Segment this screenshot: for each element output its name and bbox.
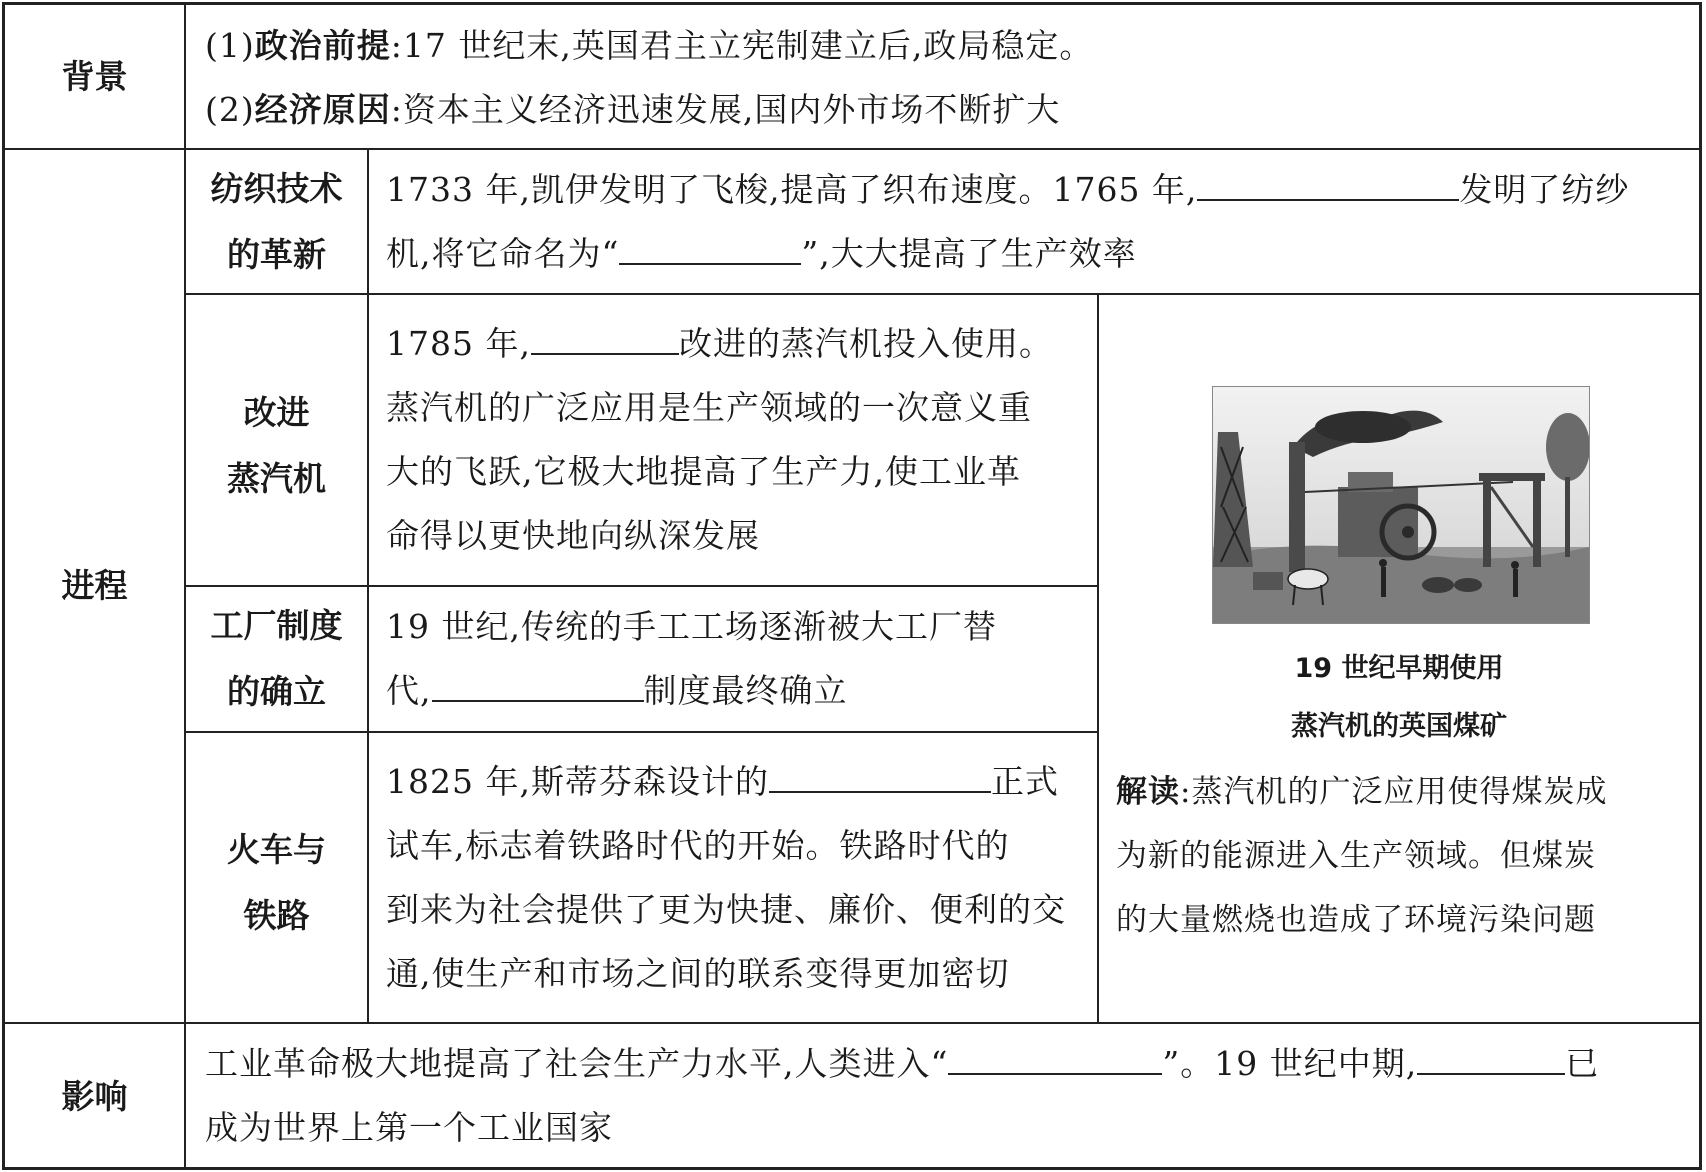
row-divider-textile <box>184 293 1702 295</box>
textile-line-2-text: 机,将它命名为“ <box>386 234 620 273</box>
steam-sublabel <box>186 380 367 512</box>
railway-line-1 <box>386 750 1091 814</box>
textile-sublabel-line2: 的革新 <box>227 235 326 274</box>
railway-line-2: 试车,标志着铁路时代的开始。铁路时代的 <box>386 826 1010 865</box>
factory-sublabel <box>186 593 367 725</box>
interpretation-title: 解读 <box>1116 774 1180 810</box>
figure-caption-line1: 19 世纪早期使用 <box>1294 653 1504 684</box>
textile-sublabel <box>186 156 367 288</box>
coal-mine-engraving <box>1213 387 1589 623</box>
background-item-1-title: 政治前提 <box>254 26 391 65</box>
fill-blank-first-industrial-nation[interactable] <box>1417 1043 1565 1075</box>
impact-line-1-text: 工业革命极大地提高了社会生产力水平,人类进入“ <box>205 1044 949 1083</box>
background-row-label: 背景 <box>61 57 128 96</box>
background-item-2-text: 资本主义经济迅速发展,国内外市场不断扩大 <box>402 90 1061 129</box>
figure-caption-line2: 蒸汽机的英国煤矿 <box>1291 711 1507 742</box>
interpretation-line-1 <box>1116 760 1696 824</box>
factory-line-2-end: 制度最终确立 <box>643 671 848 710</box>
impact-line-1-mid: ”。19 世纪中期, <box>1162 1044 1418 1083</box>
process-row-label: 进程 <box>61 566 128 605</box>
background-item-1 <box>205 14 1685 78</box>
factory-line-2-text: 代, <box>386 671 432 710</box>
impact-content <box>205 1032 1685 1160</box>
railway-line-1-end: 正式 <box>990 762 1059 801</box>
fill-blank-factory-system[interactable] <box>432 670 644 702</box>
coal-mine-steam-engine-illustration <box>1212 386 1590 624</box>
textile-line-2 <box>386 222 1696 286</box>
interpretation-line-2: 为新的能源进入生产领域。但煤炭 <box>1116 838 1596 874</box>
textile-line-2-end: ”,大大提高了生产效率 <box>801 234 1137 273</box>
textile-content <box>386 158 1696 286</box>
impact-line-2: 成为世界上第一个工业国家 <box>205 1108 613 1147</box>
figure-interpretation <box>1116 760 1696 952</box>
interpretation-line-3: 的大量燃烧也造成了环境污染问题 <box>1116 902 1596 938</box>
table-border-bottom <box>2 1167 1702 1170</box>
impact-line-1 <box>205 1032 1685 1096</box>
textile-line-1-end: 发明了纺纱 <box>1459 170 1630 209</box>
fill-blank-steam-improver[interactable] <box>531 323 679 355</box>
textile-sublabel-line1: 纺织技术 <box>210 169 343 208</box>
steam-line-4: 命得以更快地向纵深发展 <box>386 516 760 555</box>
railway-line-1-text: 1825 年,斯蒂芬森设计的 <box>386 762 769 801</box>
steam-line-1-text: 1785 年, <box>386 324 531 363</box>
interpretation-line-1-text: 蒸汽机的广泛应用使得煤炭成 <box>1191 774 1608 810</box>
steam-line-2: 蒸汽机的广泛应用是生产领域的一次意义重 <box>386 388 1032 427</box>
background-item-1-text: 17 世纪末,英国君主立宪制建立后,政局稳定。 <box>402 26 1094 65</box>
railway-line-3: 到来为社会提供了更为快捷、廉价、便利的交 <box>386 890 1066 929</box>
figure-caption <box>1099 640 1699 756</box>
railway-content <box>386 750 1091 1006</box>
railway-line-4: 通,使生产和市场之间的联系变得更加密切 <box>386 954 1010 993</box>
factory-content <box>386 595 1091 723</box>
factory-line-2 <box>386 659 1091 723</box>
steam-sublabel-line1: 改进 <box>243 393 310 432</box>
background-item-1-sep: : <box>390 26 403 65</box>
row-divider-factory <box>184 731 1098 733</box>
steam-sublabel-line2: 蒸汽机 <box>227 459 326 498</box>
factory-line-1: 19 世纪,传统的手工工场逐渐被大工厂替 <box>386 607 997 646</box>
fill-blank-locomotive-name[interactable] <box>769 761 991 793</box>
impact-row-label: 影响 <box>61 1077 128 1116</box>
fill-blank-new-era[interactable] <box>948 1043 1162 1075</box>
steam-line-1-end: 改进的蒸汽机投入使用。 <box>678 324 1053 363</box>
background-item-1-prefix: (1) <box>205 26 255 65</box>
railway-sublabel-line1: 火车与 <box>227 830 326 869</box>
row-divider-background <box>2 148 1702 150</box>
table-border-top <box>2 2 1702 5</box>
interpretation-sep: : <box>1180 774 1192 810</box>
steam-line-3: 大的飞跃,它极大地提高了生产力,使工业革 <box>386 452 1021 491</box>
row-divider-impact <box>2 1022 1702 1024</box>
background-item-2 <box>205 78 1685 142</box>
textile-line-1-text: 1733 年,凯伊发明了飞梭,提高了织布速度。1765 年, <box>386 170 1198 209</box>
impact-line-1-end: 已 <box>1565 1044 1600 1083</box>
background-item-2-title: 经济原因 <box>254 90 391 129</box>
steam-content <box>386 312 1091 568</box>
factory-sublabel-line1: 工厂制度 <box>210 606 343 645</box>
textile-line-1 <box>386 158 1696 222</box>
row-divider-steam <box>184 585 1098 587</box>
background-item-2-sep: : <box>390 90 403 129</box>
railway-sublabel-line2: 铁路 <box>243 896 310 935</box>
steam-line-1 <box>386 312 1091 376</box>
fill-blank-spinning-machine-name[interactable] <box>619 233 801 265</box>
fill-blank-spinning-inventor[interactable] <box>1197 169 1459 201</box>
table-border-right <box>1699 2 1702 1170</box>
factory-sublabel-line2: 的确立 <box>227 672 326 711</box>
railway-sublabel <box>186 817 367 949</box>
background-item-2-prefix: (2) <box>205 90 255 129</box>
